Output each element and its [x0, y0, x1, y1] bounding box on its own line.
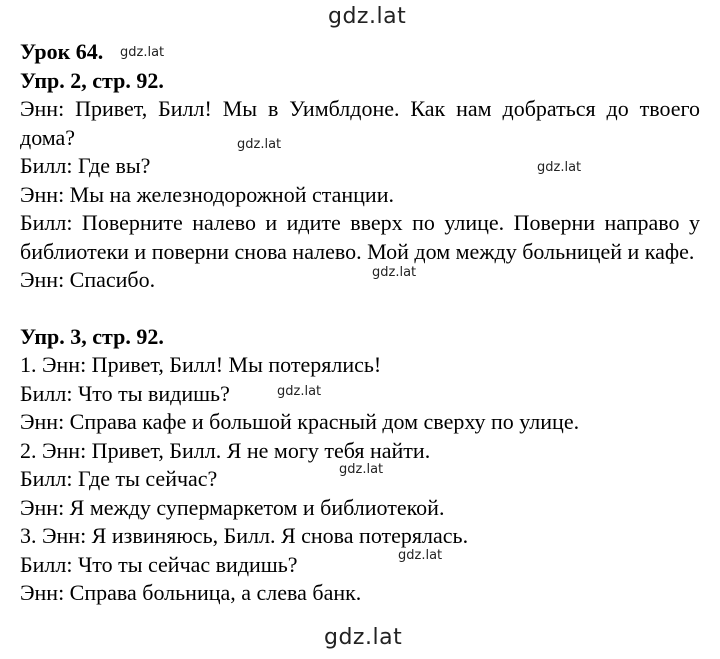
exercise-2-heading: Упр. 2, стр. 92.	[20, 67, 164, 93]
watermark-inline: gdz.lat	[372, 265, 417, 280]
watermark-inline: gdz.lat	[339, 462, 384, 477]
document-body	[20, 38, 700, 608]
dialogue-line: Энн: Спасибо.	[20, 267, 156, 292]
dialogue-line: 1. Энн: Привет, Билл! Мы потерялись!	[20, 352, 382, 377]
dialogue-line: Энн: Справа больница, а слева банк.	[20, 580, 362, 605]
watermark-inline: gdz.lat	[398, 548, 443, 563]
watermark-inline: gdz.lat	[120, 45, 165, 60]
dialogue-line: Энн: Мы на железнодорожной станции.	[20, 181, 394, 207]
watermark-bottom: gdz.lat	[324, 625, 403, 650]
lesson-title: Урок 64.	[20, 39, 104, 64]
watermark-inline: gdz.lat	[277, 384, 322, 399]
dialogue-line: Билл: Поверните налево и идите вверх по улице. Поверни направо у библиотеки и поверни снова налево. Мой дом между больницей и кафе.	[20, 210, 700, 264]
watermark-inline: gdz.lat	[237, 137, 282, 152]
dialogue-line: Билл: Что ты видишь?	[20, 380, 230, 406]
dialogue-line: Энн: Привет, Билл! Мы в Уимблдоне. Как нам добраться до твоего дома?	[20, 96, 700, 150]
dialogue-line: Билл: Где вы?	[20, 153, 151, 178]
dialogue-line: 2. Энн: Привет, Билл. Я не могу тебя найти.	[20, 437, 431, 463]
watermark-inline: gdz.lat	[537, 160, 582, 175]
dialogue-line: Билл: Где ты сейчас?	[20, 466, 218, 491]
exercise-3-heading: Упр. 3, стр. 92.	[20, 323, 164, 349]
dialogue-line: Энн: Я между супермаркетом и библиотекой.	[20, 494, 445, 520]
dialogue-line: Билл: Что ты сейчас видишь?	[20, 551, 298, 577]
dialogue-line: Энн: Справа кафе и большой красный дом сверху по улице.	[20, 409, 580, 434]
dialogue-line: 3. Энн: Я извиняюсь, Билл. Я снова потерялась.	[20, 523, 469, 548]
watermark-top: gdz.lat	[328, 4, 407, 29]
